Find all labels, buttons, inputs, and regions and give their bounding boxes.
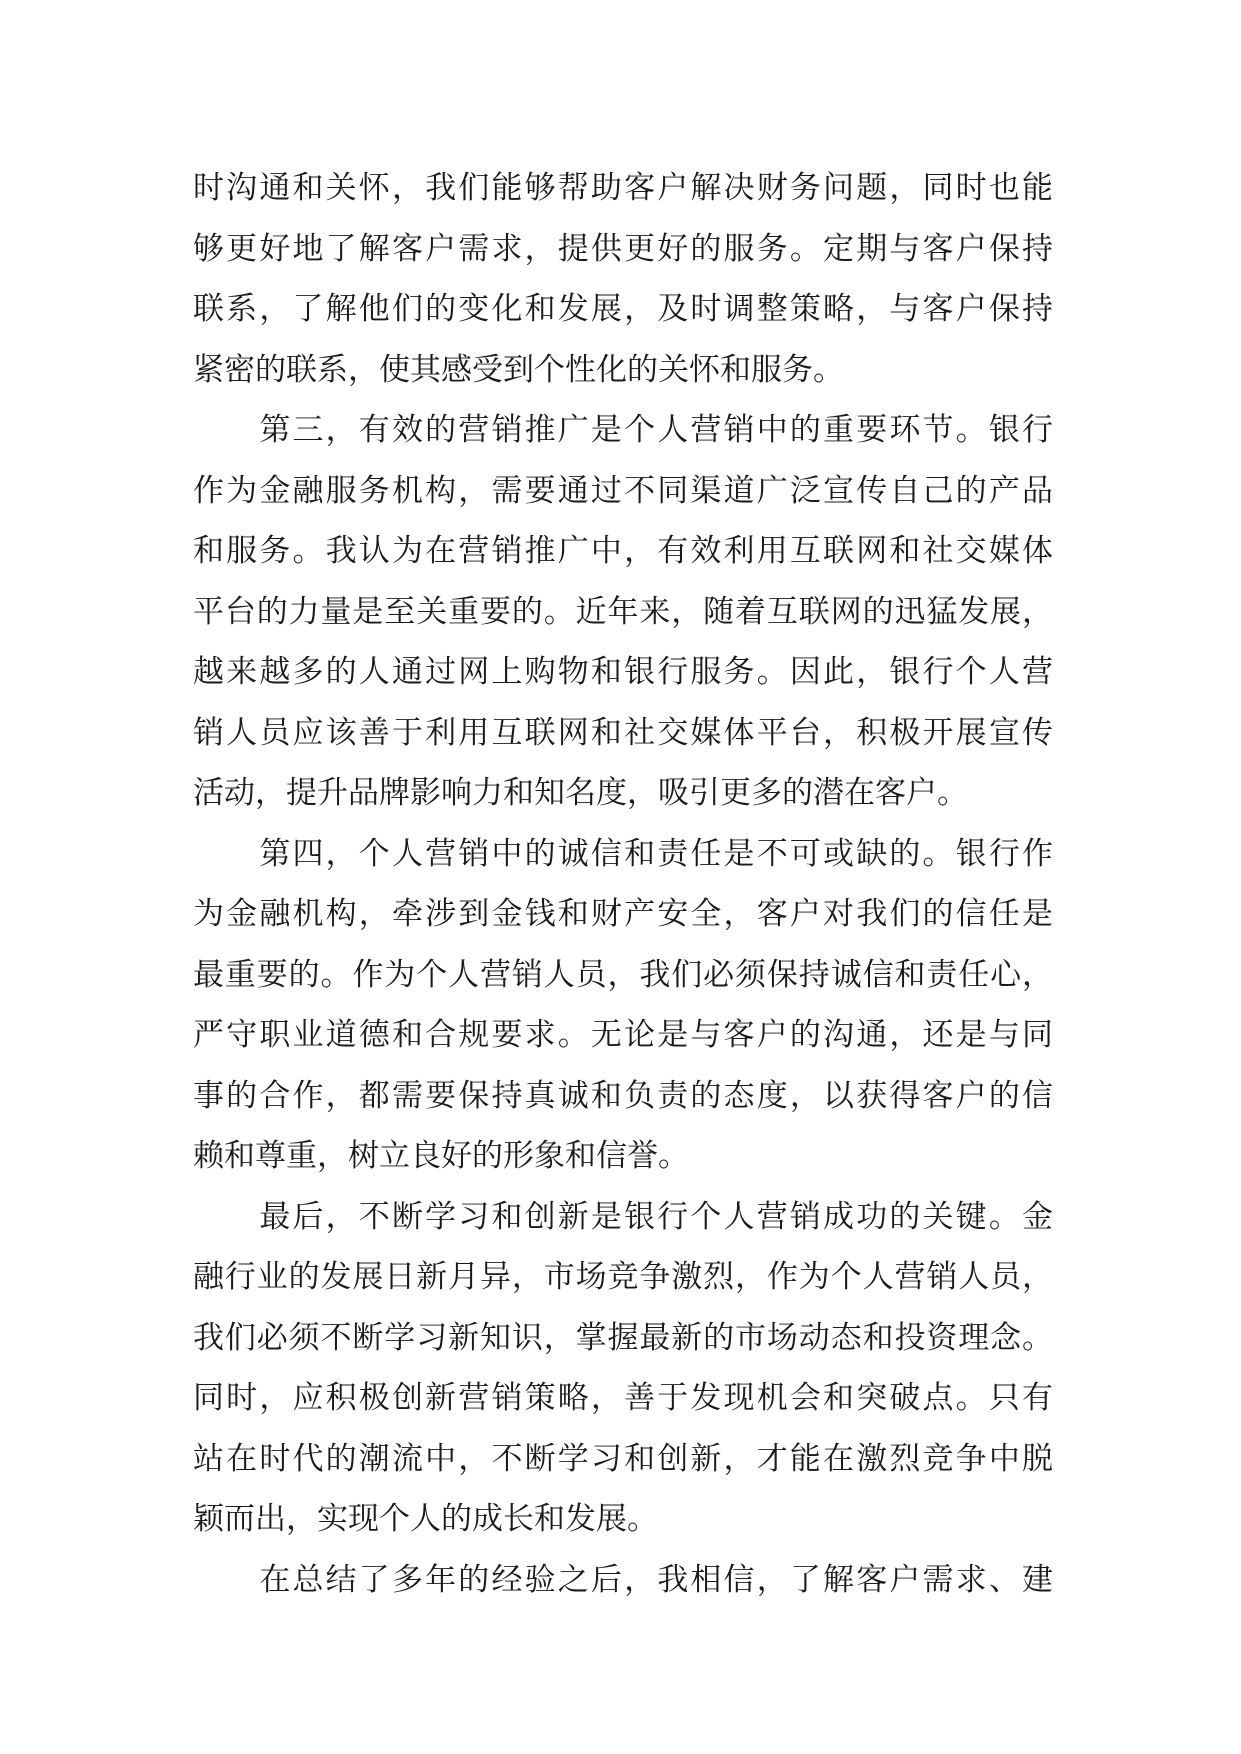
text-line: 和服务。我认为在营销推广中，有效利用互联网和社交媒体 [193, 533, 1053, 569]
body-text [193, 158, 1053, 1610]
text-line: 作为金融服务机构，需要通过不同渠道广泛宣传自己的产品 [193, 472, 1053, 509]
text-line: 事的合作，都需要保持真诚和负责的态度，以获得客户的信 [193, 1077, 1053, 1114]
text-line: 紧密的联系，使其感受到个性化的关怀和服务。 [193, 351, 844, 388]
text-line: 站在时代的潮流中，不断学习和创新，才能在激烈竞争中脱 [193, 1440, 1053, 1477]
text-line: 时沟通和关怀，我们能够帮助客户解决财务问题，同时也能 [193, 170, 1053, 206]
text-line: 严守职业道德和合规要求。无论是与客户的沟通，还是与同 [193, 1017, 1053, 1053]
text-line: 联系，了解他们的变化和发展，及时调整策略，与客户保持 [193, 291, 1053, 327]
text-line: 第三，有效的营销推广是个人营销中的重要环节。银行 [193, 412, 1053, 448]
text-line: 最后，不断学习和创新是银行个人营销成功的关键。金 [193, 1198, 1053, 1235]
text-line: 越来越多的人通过网上购物和银行服务。因此，银行个人营 [193, 654, 1053, 690]
text-line: 在总结了多年的经验之后，我相信，了解客户需求、建 [193, 1561, 1053, 1598]
text-line: 平台的力量是至关重要的。近年来，随着互联网的迅猛发展， [193, 593, 1053, 630]
text-line: 活动，提升品牌影响力和知名度，吸引更多的潜在客户。 [193, 775, 968, 811]
text-line: 同时，应积极创新营销策略，善于发现机会和突破点。只有 [193, 1380, 1053, 1416]
text-line: 融行业的发展日新月异，市场竞争激烈，作为个人营销人员， [193, 1259, 1053, 1295]
text-line: 赖和尊重，树立良好的形象和信誉。 [193, 1138, 689, 1174]
text-line: 销人员应该善于利用互联网和社交媒体平台，积极开展宣传 [193, 714, 1053, 751]
text-line: 颖而出，实现个人的成长和发展。 [193, 1501, 658, 1537]
text-line: 第四，个人营销中的诚信和责任是不可或缺的。银行作 [193, 835, 1053, 872]
text-line: 够更好地了解客户需求，提供更好的服务。定期与客户保持 [193, 230, 1053, 267]
text-line: 最重要的。作为个人营销人员，我们必须保持诚信和责任心， [193, 956, 1053, 993]
text-line: 为金融机构，牵涉到金钱和财产安全，客户对我们的信任是 [193, 896, 1053, 932]
text-line: 我们必须不断学习新知识，掌握最新的市场动态和投资理念。 [193, 1319, 1053, 1356]
